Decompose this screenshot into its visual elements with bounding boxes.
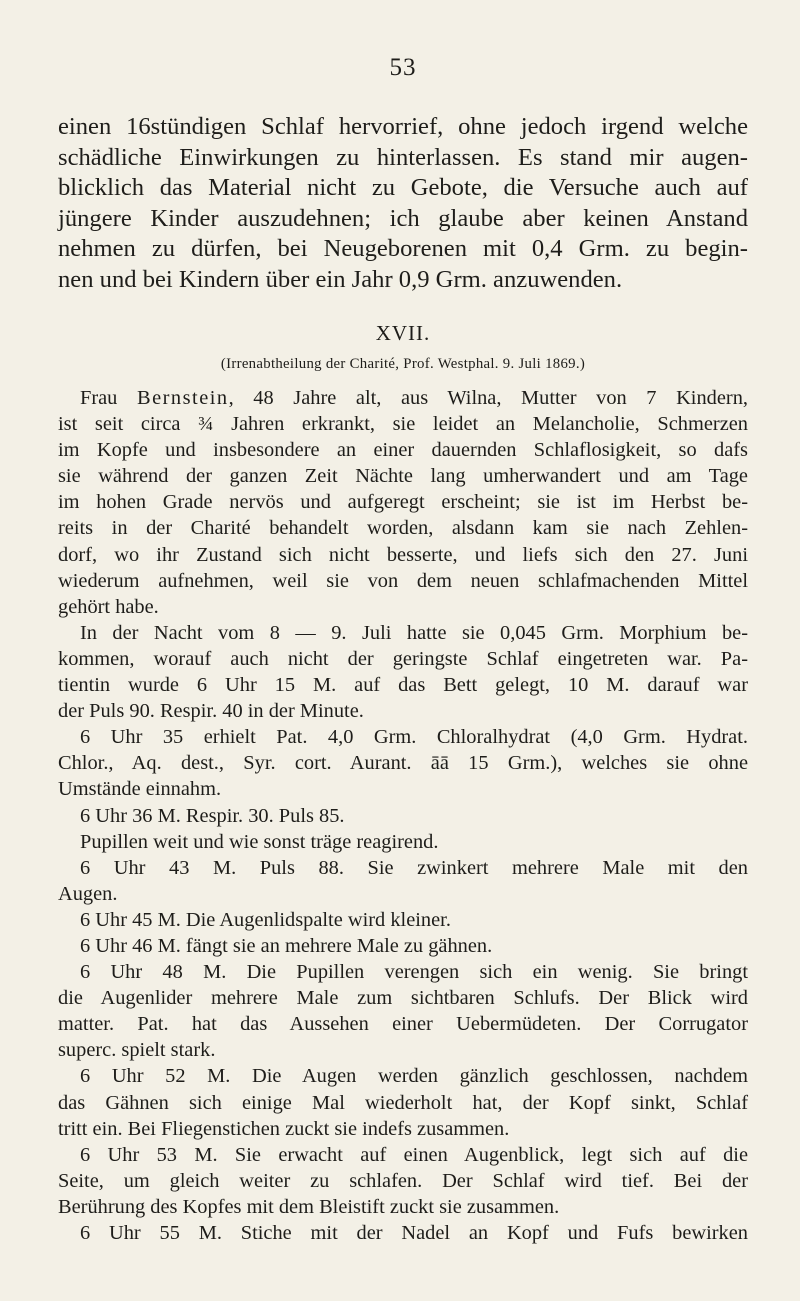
text-line: Pupillen weit und wie sonst träge reagirend.: [80, 830, 439, 853]
page-number: 53: [389, 54, 417, 81]
body-paragraph: [58, 1142, 748, 1220]
section-subheading: (Irrenabtheilung der Charité, Prof. Westphal. 9. Juli 1869.): [220, 356, 586, 372]
text-line: Seite, um gleich weiter zu schlafen. Der Schlaf wird tief. Bei der: [58, 1169, 748, 1192]
text-line: schädliche Einwirkungen zu hinterlassen. Es stand mir augen-: [58, 143, 748, 171]
body-paragraph: [58, 1220, 748, 1246]
text-line: tientin wurde 6 Uhr 15 M. auf das Bett gelegt, 10 M. darauf war: [58, 674, 748, 697]
text-line: blicklich das Material nicht zu Gebote, die Versuche auch auf: [58, 174, 748, 201]
body-paragraph: [58, 385, 748, 620]
text-line: In der Nacht vom 8 — 9. Juli hatte sie 0,045 Grm. Morphium be-: [80, 621, 748, 644]
text-line: 6 Uhr 35 erhielt Pat. 4,0 Grm. Chloralhydrat (4,0 Grm. Hydrat.: [80, 726, 748, 749]
text-line: Frau Bernstein, 48 Jahre alt, aus Wilna, Mutter von 7 Kindern,: [80, 387, 748, 409]
text-line: das Gähnen sich einige Mal wiederholt hat, der Kopf sinkt, Schlaf: [58, 1091, 748, 1114]
text-line: Berührung des Kopfes mit dem Bleistift zuckt sie zusammen.: [58, 1195, 560, 1218]
text-line: 6 Uhr 48 M. Die Pupillen verengen sich ein wenig. Sie bringt: [80, 961, 748, 984]
body-paragraph: [58, 724, 748, 802]
text-line: sie während der ganzen Zeit Nächte lang umherwandert und am Tage: [58, 465, 748, 488]
text-line: 6 Uhr 52 M. Die Augen werden gänzlich geschlossen, nachdem: [80, 1065, 748, 1088]
text-line: die Augenlider mehrere Male zum sichtbaren Schlufs. Der Blick wird: [58, 987, 748, 1010]
text-line: Chlor., Aq. dest., Syr. cort. Aurant. āā 15 Grm.), welches sie ohne: [58, 752, 748, 775]
text-line: wiederum aufnehmen, weil sie von dem neuen schlafmachenden Mittel: [58, 569, 748, 592]
text-line: nen und bei Kindern über ein Jahr 0,9 Grm. anzuwenden.: [58, 265, 623, 293]
text-line: im Kopfe und insbesondere an einer dauernden Schlaflosigkeit, so dafs: [58, 439, 748, 462]
text-line: ist seit circa ¾ Jahren erkrankt, sie leidet an Melancholie, Schmerzen: [58, 413, 748, 436]
text-line: superc. spielt stark.: [58, 1039, 216, 1062]
intro-paragraph: [58, 112, 748, 295]
body-paragraph: [58, 829, 748, 855]
text-line: nehmen zu dürfen, bei Neugeborenen mit 0,4 Grm. zu begin-: [58, 235, 748, 262]
text-line: tritt ein. Bei Fliegenstichen zuckt sie indefs zusammen.: [58, 1117, 510, 1140]
text-line: der Puls 90. Respir. 40 in der Minute.: [58, 700, 364, 723]
body-paragraph: [58, 620, 748, 724]
text-line: kommen, worauf auch nicht der geringste Schlaf eingetreten war. Pa-: [58, 647, 748, 670]
text-line: 6 Uhr 53 M. Sie erwacht auf einen Augenblick, legt sich auf die: [80, 1143, 748, 1166]
text-line: 6 Uhr 45 M. Die Augenlidspalte wird kleiner.: [80, 908, 451, 931]
body-paragraph: [58, 1063, 748, 1141]
text-line: einen 16stündigen Schlaf hervorrief, ohne jedoch irgend welche: [58, 113, 748, 140]
text-line: 6 Uhr 43 M. Puls 88. Sie zwinkert mehrere Male mit den: [80, 856, 748, 879]
intro-text: [58, 112, 748, 295]
body-paragraph: [58, 855, 748, 907]
text-line: 6 Uhr 55 M. Stiche mit der Nadel an Kopf und Fufs bewirken: [80, 1222, 748, 1244]
case-report-body: [58, 385, 748, 1246]
body-paragraph: [58, 959, 748, 1063]
text-line: reits in der Charité behandelt worden, alsdann kam sie nach Zehlen-: [58, 517, 748, 540]
section-heading: XVII.: [375, 321, 431, 345]
text-line: matter. Pat. hat das Aussehen einer Uebermüdeten. Der Corrugator: [58, 1013, 748, 1036]
text-line: 6 Uhr 46 M. fängt sie an mehrere Male zu gähnen.: [80, 934, 493, 957]
body-paragraph: [58, 907, 748, 933]
text-line: gehört habe.: [58, 595, 159, 618]
body-paragraph: [58, 803, 748, 829]
text-line: im hohen Grade nervös und aufgeregt erscheint; sie ist im Herbst be-: [58, 491, 748, 514]
text-line: Umstände einnahm.: [58, 778, 222, 801]
text-line: dorf, wo ihr Zustand sich nicht besserte, und liefs sich den 27. Juni: [58, 543, 748, 566]
text-line: jüngere Kinder auszudehnen; ich glaube aber keinen Anstand: [58, 204, 748, 232]
patient-name: Bernstein: [136, 387, 229, 409]
text-line: 6 Uhr 36 M. Respir. 30. Puls 85.: [80, 804, 345, 827]
body-paragraph: [58, 933, 748, 959]
text-line: Augen.: [58, 882, 118, 905]
